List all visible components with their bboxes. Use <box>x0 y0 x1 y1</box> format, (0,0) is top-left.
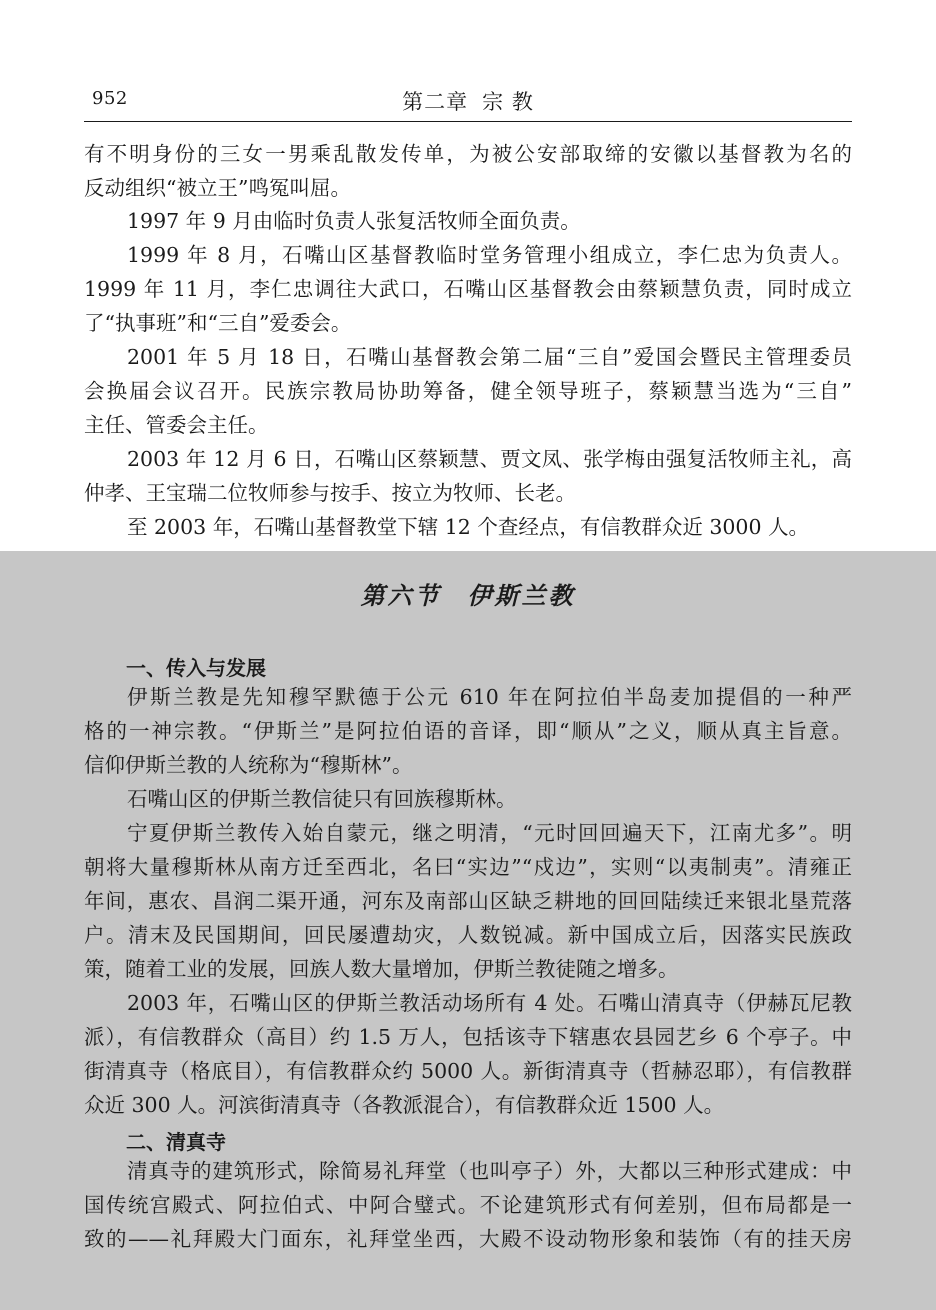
text-line: 了“执事班”和“三自”爱委会。 <box>84 311 352 335</box>
subsection-heading-introduction: 一、传入与发展 <box>126 656 266 680</box>
text-line: 致的——礼拜殿大门面东，礼拜堂坐西，大殿不设动物形象和装饰（有的挂天房 <box>84 1227 852 1251</box>
paragraph-2003-ordination <box>84 442 852 510</box>
section-title <box>0 576 936 611</box>
text-line: 至 2003 年，石嘴山基督教堂下辖 12 个查经点，有信教群众近 3000 人。 <box>127 515 810 539</box>
text-line: 朝将大量穆斯林从南方迁至西北，名曰“实边”“戍边”，实则“以夷制夷”。清雍正 <box>84 855 852 879</box>
paragraph-history <box>84 816 852 986</box>
text-line: 主任、管委会主任。 <box>84 413 269 437</box>
text-line: 伊斯兰教是先知穆罕默德于公元 610 年在阿拉伯半岛麦加提倡的一种严 <box>127 685 852 709</box>
page-number: 952 <box>92 88 128 109</box>
text-line: 信仰伊斯兰教的人统称为“穆斯林”。 <box>84 753 413 777</box>
paragraph-continued-leaflets <box>84 137 852 205</box>
text-line: 街清真寺（格底目），有信教群众约 5000 人。新街清真寺（哲赫忍耶），有信教群 <box>84 1059 852 1083</box>
chapter-number: 第二章 <box>402 90 469 114</box>
text-line: 年间，惠农、昌润二渠开通，河东及南部山区缺乏耕地的回回陆续迁来银北垦荒落 <box>84 889 852 913</box>
text-line: 1999 年 11 月，李仁忠调往大武口，石嘴山区基督教会由蔡颖慧负责，同时成立 <box>84 277 852 301</box>
paragraph-2003-summary <box>84 510 852 544</box>
text-line: 格的一神宗教。“伊斯兰”是阿拉伯语的音译，即“顺从”之义，顺从真主旨意。 <box>84 719 852 743</box>
text-line: 清真寺的建筑形式，除简易礼拜堂（也叫亭子）外，大都以三种形式建成：中 <box>127 1159 852 1183</box>
text-line: 户。清末及民国期间，回民屡遭劫灾，人数锐减。新中国成立后，因落实民族政 <box>84 923 852 947</box>
paragraph-2001 <box>84 340 852 442</box>
paragraph-local-believers <box>84 782 852 816</box>
text-line: 仲孝、王宝瑞二位牧师参与按手、按立为牧师、长老。 <box>84 481 576 505</box>
text-line: 策，随着工业的发展，回族人数大量增加，伊斯兰教徒随之增多。 <box>84 957 679 981</box>
text-line: 2003 年 12 月 6 日，石嘴山区蔡颖慧、贾文凤、张学梅由强复活牧师主礼，高 <box>127 447 852 471</box>
text-line: 1997 年 9 月由临时负责人张复活牧师全面负责。 <box>127 209 581 233</box>
text-line: 2001 年 5 月 18 日，石嘴山基督教会第二届“三自”爱国会暨民主管理委员 <box>127 345 852 369</box>
text-line: 反动组织“被立王”鸣冤叫屈。 <box>84 176 351 200</box>
text-line: 国传统宫殿式、阿拉伯式、中阿合璧式。不论建筑形式有何差别，但布局都是一 <box>84 1193 852 1217</box>
text-line: 派），有信教群众（高目）约 1.5 万人，包括该寺下辖惠农县园艺乡 6 个亭子。中 <box>84 1025 852 1049</box>
section-name: 伊斯兰教 <box>467 581 576 610</box>
text-line: 有不明身份的三女一男乘乱散发传单，为被公安部取缔的安徽以基督教为名的 <box>84 142 852 166</box>
paragraph-1999 <box>84 238 852 340</box>
paragraph-mosque-architecture <box>84 1154 852 1256</box>
section-label: 第六节 <box>360 581 442 610</box>
text-line: 石嘴山区的伊斯兰教信徒只有回族穆斯林。 <box>127 787 517 811</box>
paragraph-islam-definition <box>84 680 852 782</box>
chapter-title: 宗 教 <box>482 90 534 114</box>
paragraph-1997 <box>84 204 852 238</box>
text-line: 宁夏伊斯兰教传入始自蒙元，继之明清，“元时回回遍天下，江南尤多”。明 <box>127 821 852 845</box>
text-line: 2003 年，石嘴山区的伊斯兰教活动场所有 4 处。石嘴山清真寺（伊赫瓦尼教 <box>127 991 852 1015</box>
header-rule <box>84 121 852 122</box>
running-header <box>0 86 936 116</box>
subsection-heading-mosques: 二、清真寺 <box>126 1130 226 1154</box>
paragraph-venues-2003 <box>84 986 852 1122</box>
text-line: 众近 300 人。河滨街清真寺（各教派混合），有信教群众近 1500 人。 <box>84 1093 725 1117</box>
text-line: 会换届会议召开。民族宗教局协助筹备，健全领导班子，蔡颖慧当选为“三自” <box>84 379 852 403</box>
text-line: 1999 年 8 月，石嘴山区基督教临时堂务管理小组成立，李仁忠为负责人。 <box>127 243 852 267</box>
